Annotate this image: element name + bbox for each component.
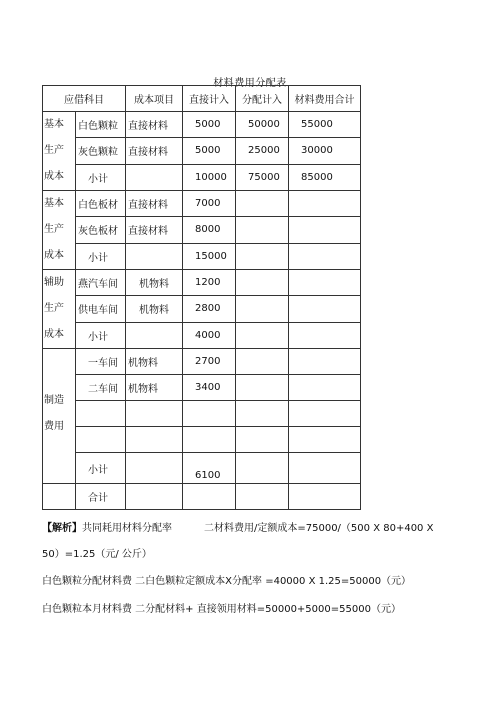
analysis-tag: 【解析】 [42, 523, 82, 534]
analysis-line-1-label: 共同耗用材料分配率 [82, 523, 172, 534]
row-item: 白色板材 [76, 191, 126, 217]
row-direct [183, 401, 236, 427]
row-cost-item: 机物料 [126, 375, 183, 401]
row-item: 燕汽车间 [76, 270, 126, 296]
row-cost-item: 机物料 [126, 349, 183, 375]
row-cost-item: 直接材料 [126, 217, 183, 243]
row-allocated [236, 322, 289, 348]
row-cost-item [126, 427, 183, 453]
row-cost-item [126, 243, 183, 269]
row-allocated: 25000 [236, 138, 289, 164]
row-total: 55000 [289, 112, 361, 138]
group-label-basic-production-1: 基本 生产 成本 [43, 112, 76, 191]
row-total [289, 322, 361, 348]
table-caption: 材料费用分配表 [213, 78, 287, 89]
table-row [43, 349, 361, 375]
row-allocated [236, 296, 289, 322]
analysis-line-3: 白色颗粒分配材料费 二白色颗粒定额成本X分配率 =40000 X 1.25=50000（元） [42, 576, 412, 587]
table-row [43, 270, 361, 296]
table-row [43, 217, 361, 243]
row-item: 白色颗粒 [76, 112, 126, 138]
table-row [43, 164, 361, 190]
header-direct: 直接计入 [183, 86, 236, 112]
row-cost-item: 机物料 [126, 270, 183, 296]
table-row [43, 427, 361, 453]
row-item: 灰色颗粒 [76, 138, 126, 164]
analysis-line-4: 白色颗粒本月材料费 二分配材料+ 直接领用材料=50000+5000=55000（元） [42, 604, 401, 615]
row-direct: 8000 [183, 217, 236, 243]
header-allocated: 分配计入 [236, 86, 289, 112]
row-allocated [236, 453, 289, 484]
row-direct: 7000 [183, 191, 236, 217]
row-item: 小计 [76, 322, 126, 348]
row-direct: 2700 [183, 349, 236, 375]
material-allocation-table [42, 85, 361, 510]
row-total [289, 243, 361, 269]
row-direct: 5000 [183, 112, 236, 138]
row-cost-item [126, 401, 183, 427]
header-account: 应借科目 [43, 86, 126, 112]
header-row [43, 86, 361, 112]
row-total [289, 270, 361, 296]
row-cost-item [126, 453, 183, 484]
analysis-line-1 [42, 519, 433, 534]
table-row [43, 322, 361, 348]
row-direct: 6100 [183, 453, 236, 484]
row-allocated [236, 217, 289, 243]
analysis-line-2: 50）=1.25（元/ 公斤） [42, 549, 152, 560]
table-row [43, 401, 361, 427]
table-row [43, 375, 361, 401]
group-label-basic-production-2: 基本 生产 成本 [43, 191, 76, 270]
row-direct: 3400 [183, 375, 236, 401]
table-row [43, 484, 361, 510]
row-cost-item [126, 484, 183, 510]
row-total [289, 296, 361, 322]
table-row [43, 453, 361, 484]
row-direct: 5000 [183, 138, 236, 164]
row-allocated [236, 427, 289, 453]
table-row [43, 243, 361, 269]
row-direct [183, 427, 236, 453]
row-direct: 1200 [183, 270, 236, 296]
row-allocated [236, 375, 289, 401]
row-allocated [236, 401, 289, 427]
row-allocated [236, 270, 289, 296]
row-item: 灰色板材 [76, 217, 126, 243]
table-row [43, 191, 361, 217]
row-allocated [236, 349, 289, 375]
row-item: 小计 [76, 453, 126, 484]
group-label-manufacturing-overhead: 制造 费用 [43, 349, 76, 484]
row-item: 一车间 [76, 349, 126, 375]
row-item: 小计 [76, 164, 126, 190]
row-total [289, 217, 361, 243]
row-direct [183, 484, 236, 510]
row-allocated [236, 243, 289, 269]
row-total [289, 453, 361, 484]
row-direct: 2800 [183, 296, 236, 322]
grand-total-account-cell [43, 484, 76, 510]
row-allocated [236, 191, 289, 217]
row-allocated: 50000 [236, 112, 289, 138]
row-total [289, 191, 361, 217]
row-item: 小计 [76, 243, 126, 269]
table-row [43, 112, 361, 138]
row-direct: 15000 [183, 243, 236, 269]
row-item: 合计 [76, 484, 126, 510]
row-item: 供电车间 [76, 296, 126, 322]
row-cost-item: 直接材料 [126, 191, 183, 217]
row-total: 30000 [289, 138, 361, 164]
row-cost-item [126, 164, 183, 190]
header-total: 材料费用合计 [289, 86, 361, 112]
row-allocated [236, 484, 289, 510]
row-total [289, 484, 361, 510]
table-row [43, 138, 361, 164]
header-cost-item: 成本项目 [126, 86, 183, 112]
row-total: 85000 [289, 164, 361, 190]
table-row [43, 296, 361, 322]
row-item: 二车间 [76, 375, 126, 401]
analysis-line-1-formula: 二材料费用/定额成本=75000/（500 X 80+400 X [204, 523, 434, 534]
row-cost-item: 直接材料 [126, 138, 183, 164]
row-direct: 10000 [183, 164, 236, 190]
row-item [76, 427, 126, 453]
row-total [289, 401, 361, 427]
row-direct: 4000 [183, 322, 236, 348]
row-cost-item: 机物料 [126, 296, 183, 322]
row-allocated: 75000 [236, 164, 289, 190]
row-item [76, 401, 126, 427]
group-label-auxiliary-production: 辅助 生产 成本 [43, 270, 76, 349]
row-total [289, 427, 361, 453]
row-total [289, 375, 361, 401]
row-cost-item [126, 322, 183, 348]
row-cost-item: 直接材料 [126, 112, 183, 138]
row-total [289, 349, 361, 375]
